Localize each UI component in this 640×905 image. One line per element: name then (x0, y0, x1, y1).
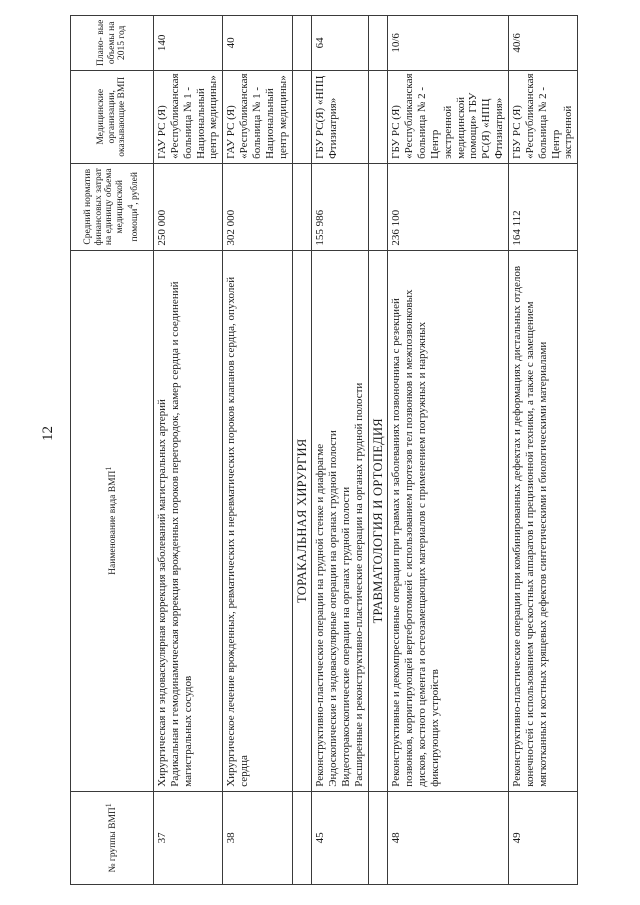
header-cost: Средний норматив финансовых затрат на единицу объема медицинской помощи$^4$, рублей (71, 163, 154, 250)
org-name: ГБУ РС(Я) «НПЦ Фтизиатрия» (312, 70, 368, 163)
header-plan: Плано- вые объемы на 2015 год (71, 16, 154, 71)
vmp-line: Расширенные и реконструктивно-пластические операции на органах грудной полости (352, 382, 365, 787)
vmp-name (312, 250, 368, 791)
vmp-line: Хирургическая и эндоваскулярная коррекция заболеваний магистральных артерий (156, 399, 168, 787)
group-number: 38 (223, 791, 292, 884)
org-name: ГБУ РС (Я) «Республиканская больница № 2 - Центр экстренной медицинской помощи» ГБУ РС(Я) «НПЦ Фтизиатрия» (388, 70, 509, 163)
header-name: Наименование вида ВМП$^1$ (71, 250, 154, 791)
group-number: 49 (509, 791, 578, 884)
group-number: 48 (388, 791, 509, 884)
vmp-table (70, 15, 578, 885)
table-row (509, 16, 578, 885)
vmp-name (223, 250, 292, 791)
plan-volume: 10/6 (388, 16, 509, 71)
section-row (368, 16, 388, 885)
vmp-name (388, 250, 509, 791)
section-row (292, 16, 312, 885)
plan-volume: 140 (154, 16, 223, 71)
org-name: ГАУ РС (Я) «Республиканская больница № 1 - Национальный центр медицины» (223, 70, 292, 163)
table-row (312, 16, 368, 885)
group-number: 45 (312, 791, 368, 884)
plan-volume: 40 (223, 16, 292, 71)
vmp-line: Эндоскопические и эндоваскулярные операции на органах грудной полости (327, 430, 340, 787)
vmp-name (154, 250, 223, 791)
org-name: ГБУ РС (Я) «Республиканская больница № 2 - Центр экстренной (509, 70, 578, 163)
section-title: ТРАВМАТОЛОГИЯ И ОРТОПЕДИЯ (368, 250, 388, 791)
cost-value: 164 112 (509, 163, 578, 250)
header-group: № группы ВМП$^1$ (71, 791, 154, 884)
cost-value: 302 000 (223, 163, 292, 250)
table-header-row (71, 16, 154, 885)
vmp-line: Хирургическое лечение врожденных, ревматических и неревматических пороков клапанов сердца, опухолей сердца (225, 276, 251, 787)
rotated-page-content (70, 15, 610, 885)
group-number: 37 (154, 791, 223, 884)
vmp-name (509, 250, 578, 791)
vmp-line: Радикальная и гемодинамическая коррекция врожденных пороков перегородок, камер сердца и соединений магистральных сосудов (168, 281, 194, 787)
section-title: ТОРАКАЛЬНАЯ ХИРУРГИЯ (292, 250, 312, 791)
vmp-line: Реконструктивные и декомпрессивные операции при травмах и заболеваниях позвоночника с резекцией позвонков, корригирующей вертебротомией с использованием протезов тел позвонков и межпозвонковых дисков, костного цемента и остеозамещающих материалов с применением погружных и наружных фиксирующих устройств (390, 289, 441, 787)
vmp-line: Реконструктивно-пластические операции при комбинированных дефектах и деформациях дистальных отделов конечностей с использованием чрескостных аппаратов и прецизионной техники, а также с замещением мягкотканных и костных хрящевых дефектов синтетическими и биологическими материалами (511, 265, 549, 787)
page-number: 12 (40, 426, 56, 441)
vmp-line: Видеоторакоскопические операции на органах грудной полости (339, 486, 352, 787)
header-org: Медицинские организации, оказывающие ВМП (71, 70, 154, 163)
table-row (223, 16, 292, 885)
cost-value: 155 986 (312, 163, 368, 250)
table-row (154, 16, 223, 885)
table-row (388, 16, 509, 885)
vmp-line: Реконструктивно-пластические операции на грудной стенке и диафрагме (314, 443, 327, 787)
plan-volume: 40/6 (509, 16, 578, 71)
cost-value: 250 000 (154, 163, 223, 250)
cost-value: 236 100 (388, 163, 509, 250)
plan-volume: 64 (312, 16, 368, 71)
org-name: ГАУ РС (Я) «Республиканская больница № 1 - Национальный центр медицины» (154, 70, 223, 163)
